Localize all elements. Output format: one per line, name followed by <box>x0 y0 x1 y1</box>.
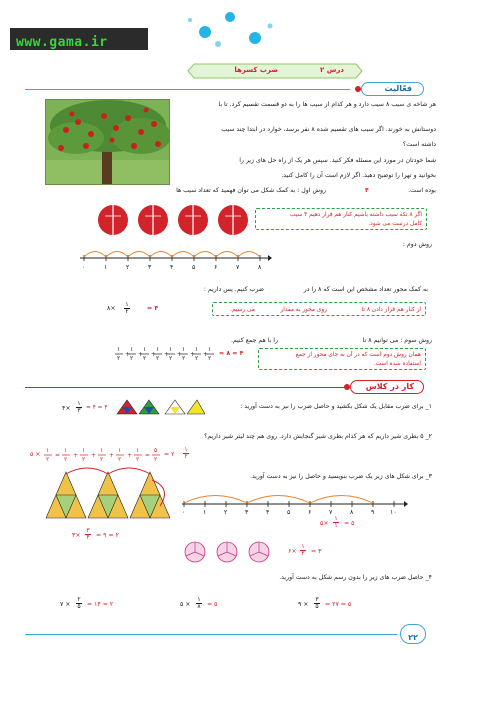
q4-equation-3 <box>298 594 388 614</box>
svg-text:+: + <box>190 351 196 358</box>
activity-title-bar <box>25 82 424 96</box>
site-logo <box>10 28 148 50</box>
svg-text:۱: ۱ <box>208 346 212 353</box>
svg-text:+: + <box>151 351 157 358</box>
activity-title: فعّالیت <box>384 84 412 93</box>
q3-eq2-fraction: ۱ ۱ <box>334 515 338 529</box>
svg-text:۵: ۵ <box>154 447 158 454</box>
apple-tree-image <box>45 99 170 185</box>
axis1-label-7: ۷ <box>236 264 240 271</box>
q2-equation <box>30 446 230 462</box>
circles-graphic <box>183 540 273 564</box>
axis2-label-4: ۴ <box>266 509 270 516</box>
svg-text:۱: ۱ <box>118 447 122 454</box>
svg-text:۲: ۲ <box>195 355 199 362</box>
axis2-label-8: ۸ <box>350 509 354 516</box>
q1-eq-fraction: ۱ ۳ <box>77 400 81 414</box>
activity-para2-line1: شما خودتان در مورد این مسئله فکر کنید. سپس هر یک از راه حل های زیر را <box>239 157 436 164</box>
q4-eq2-left: ۵ × <box>180 601 191 608</box>
apples-graphic <box>95 202 255 238</box>
method1-tail: بوده است. <box>408 187 436 194</box>
q3-circles <box>183 540 273 564</box>
axis2-label-10: ۱۰ <box>390 509 397 516</box>
svg-text:۱: ۱ <box>182 346 186 353</box>
method3-note-box <box>258 348 426 370</box>
q3-eq2-result: = ۵ <box>344 520 355 527</box>
svg-text:+: + <box>127 452 133 459</box>
axis2-label-3: ۳ <box>245 509 249 516</box>
method1-label: روش اول : به کمک شکل می توان فهمید که تعداد سیب ها <box>176 187 326 194</box>
svg-text:۲: ۲ <box>130 355 134 362</box>
q3-equation-3 <box>288 542 368 560</box>
svg-text:=: = <box>145 452 151 459</box>
svg-text:۱: ۱ <box>100 447 104 454</box>
svg-text:+: + <box>91 452 97 459</box>
axis1-label-1: ۱ <box>104 264 108 271</box>
svg-text:۲: ۲ <box>46 456 50 462</box>
axis2-label-5: ۵ <box>287 509 291 516</box>
axis2-label-9: ۹ <box>371 509 375 516</box>
method3-sum-fractions <box>115 345 219 363</box>
classwork-q4: ۴_ حاصل ضرب های زیر را بدون رسم شکل به دست آورید. <box>279 574 432 581</box>
svg-text:۲: ۲ <box>143 355 147 362</box>
axis1-label-6: ۶ <box>214 264 218 271</box>
method1-note-line2: کامل درست می شود. <box>368 221 422 227</box>
q4-eq1-left: ۷ × <box>60 601 71 608</box>
svg-text:۲: ۲ <box>182 355 186 362</box>
method3-sum-result: = ۸ = ۴ <box>219 350 244 357</box>
q2-eq-left: ۵ × <box>30 451 41 458</box>
q3-equation-1 <box>72 526 182 546</box>
q2-eq-result: = ۲ <box>164 451 175 458</box>
svg-text:۲: ۲ <box>156 355 160 362</box>
svg-text:۱: ۱ <box>64 447 68 454</box>
axis1-label-4: ۴ <box>170 264 174 271</box>
q4-eq2-result: = ۵ <box>207 601 218 608</box>
method2-note-box <box>212 302 426 316</box>
method2-line: به کمک محور تعداد مشخص این است که ۸ را در <box>303 286 428 293</box>
svg-text:+: + <box>125 351 131 358</box>
method2-line-tail: ضرب کنیم. پس داریم : <box>203 286 264 293</box>
svg-text:=: = <box>55 452 61 459</box>
q3-eq3-fraction: ۱ ۳ <box>301 543 305 557</box>
axis1-label-2: ۲ <box>126 264 130 271</box>
activity-para2-line2: بخوانید و تهرا را توضیح دهید. اگر لازم است آن را کامل کنید. <box>281 172 436 179</box>
axis2-label-7: ۷ <box>329 509 333 516</box>
method2-eq-fraction: ۱ ۲ <box>125 301 129 315</box>
svg-text:۱: ۱ <box>46 447 50 454</box>
q4-eq2-fraction: ۱ ۸ <box>197 596 201 610</box>
q3-eq1-fraction: ۳ ۴ <box>86 527 90 541</box>
q2-eq-result-fraction: ۱ ۲ <box>184 446 188 460</box>
triangle-shapes-graphic <box>42 466 177 522</box>
svg-text:۱: ۱ <box>117 346 121 353</box>
activity-para1-line2: دوستانش به خورند. اگر سیب های تقسیم شده ۸ نفر برسد، خوارد در ابتدا چند سیب <box>221 126 436 133</box>
svg-text:۱: ۱ <box>195 346 199 353</box>
q4-eq3-left: ۹ × <box>298 601 309 608</box>
number-line-1-graphic <box>76 244 272 278</box>
svg-text:۲: ۲ <box>100 456 104 462</box>
method1-answer: ۴ <box>365 187 369 194</box>
apple-tree-illustration <box>46 100 170 185</box>
method2-label: روش دوم : <box>402 241 432 248</box>
svg-text:۲: ۲ <box>208 355 212 362</box>
svg-text:۱: ۱ <box>82 447 86 454</box>
axis2-label-0: ۰ <box>182 509 186 516</box>
classwork-title: کار در کلاس <box>365 382 414 391</box>
q3-equation-2 <box>320 515 390 531</box>
axis1-label-5: ۵ <box>192 264 196 271</box>
logo-text: www.gama.ir <box>16 35 108 50</box>
method2-note-end: می رسیم. <box>230 307 255 313</box>
svg-text:۲: ۲ <box>169 355 173 362</box>
method3-sum <box>115 345 255 363</box>
q3-eq1-left: ۳× <box>72 532 81 539</box>
decor-bubbles <box>170 8 290 58</box>
pin-icon <box>354 85 362 93</box>
axis2-label-1: ۱ <box>203 509 207 516</box>
svg-text:۱: ۱ <box>136 447 140 454</box>
lesson-number: درس ۲ <box>320 66 344 74</box>
method2-eq-result: = ۴ <box>147 305 159 312</box>
q3-eq2-left: ۵× <box>320 520 329 527</box>
classwork-q2: ۲_ ۵ بطری شیر داریم که هر کدام بطری شیر گنجایش دارد. روی هم چند لیتر شیر داریم؟ <box>204 433 432 440</box>
method2-note-tail: روی محور به مقدار <box>280 307 327 313</box>
q3-eq3-left: ۶× <box>288 548 297 555</box>
page-number: ۲۲ <box>408 633 418 642</box>
axis1-label-3: ۳ <box>148 264 152 271</box>
svg-text:+: + <box>138 351 144 358</box>
svg-text:+: + <box>109 452 115 459</box>
classwork-title-bar <box>25 380 424 394</box>
pin-icon <box>343 383 351 391</box>
svg-text:+: + <box>203 351 209 358</box>
svg-text:۲: ۲ <box>154 456 158 462</box>
method1-note-box <box>255 208 427 230</box>
q4-equation-2 <box>180 594 240 614</box>
method3-note-line1: همان روش دوم است که در آن به جای محور از جمع <box>295 352 421 358</box>
q1-equation <box>62 400 112 416</box>
q1-triangles <box>115 398 205 416</box>
svg-text:۱: ۱ <box>156 346 160 353</box>
method3-tail: را با هم جمع کنیم. <box>230 337 278 344</box>
axis2-label-2: ۲ <box>224 509 228 516</box>
method2-equation <box>107 300 197 318</box>
svg-text:۲: ۲ <box>118 456 122 462</box>
svg-text:+: + <box>73 452 79 459</box>
q4-eq3-result: = ۲۷ = ۵ <box>325 601 352 608</box>
axis1-label-0: ۰ <box>82 264 86 271</box>
number-line-1 <box>76 244 272 278</box>
method3-note-line2: استفاده شده است. <box>373 361 421 367</box>
svg-text:۲: ۲ <box>82 456 86 462</box>
axis1-label-8: ۸ <box>258 264 262 271</box>
q4-eq3-fraction: ۳ ۵ <box>315 596 319 610</box>
classwork-q3: ۳_ برای شکل های زیر یک ضرب بنویسید و حاصل را نیز به دست آورید. <box>250 473 432 480</box>
q4-eq1-fraction: ۲ ۵ <box>77 596 81 610</box>
activity-para1-line1: هر شاخه ی سیب ۸ سیب دارد و هر کدام از سیب ها را به دو قسمت تقسیم کرد. تا با <box>218 101 436 108</box>
classwork-q1: ۱_ برای ضرب مقابل یک شکل بکشید و حاصل ضرب را نیز به دست آورید : <box>240 403 432 410</box>
svg-text:+: + <box>177 351 183 358</box>
svg-text:۱: ۱ <box>169 346 173 353</box>
svg-text:۱: ۱ <box>143 346 147 353</box>
q4-eq1-result: = ۱۴ = ۲ <box>87 601 114 608</box>
q1-eq-result: = ۴ = ۴ <box>86 405 108 411</box>
method1-note-line1: اگر ۸ تکه سیب داشته باشیم کنار هم قرار دهیم ۴ سیب <box>290 212 422 218</box>
axis2-label-6: ۶ <box>308 509 312 516</box>
svg-text:۲: ۲ <box>136 456 140 462</box>
svg-text:۲: ۲ <box>117 355 121 362</box>
lesson-title: ضرب کسرها <box>234 66 278 74</box>
q1-eq-left: ۴× <box>62 405 71 412</box>
q3-eq1-result: = ۹ = ۲ <box>96 532 119 539</box>
svg-text:+: + <box>164 351 170 358</box>
svg-text:۲: ۲ <box>64 456 68 462</box>
method2-note-text: از کنار هم قرار دادن ۸ تا <box>361 307 421 313</box>
lesson-header <box>186 62 364 80</box>
triangles-graphic <box>115 398 205 416</box>
method2-eq-left: ۸× <box>107 305 116 312</box>
bubbles-graphic <box>170 8 290 58</box>
footer-rule <box>25 634 397 635</box>
q3-eq3-result: = ۳ <box>311 548 322 555</box>
svg-text:۱: ۱ <box>130 346 134 353</box>
activity-para1-line3: داشته است؟ <box>402 141 436 148</box>
method3-label: روش سوم : می توانیم ۸ تا <box>362 337 432 344</box>
q3-triangle-shapes <box>42 466 177 522</box>
q4-equation-1 <box>60 594 140 614</box>
page-number-badge <box>400 624 426 644</box>
apples-row <box>95 202 255 238</box>
